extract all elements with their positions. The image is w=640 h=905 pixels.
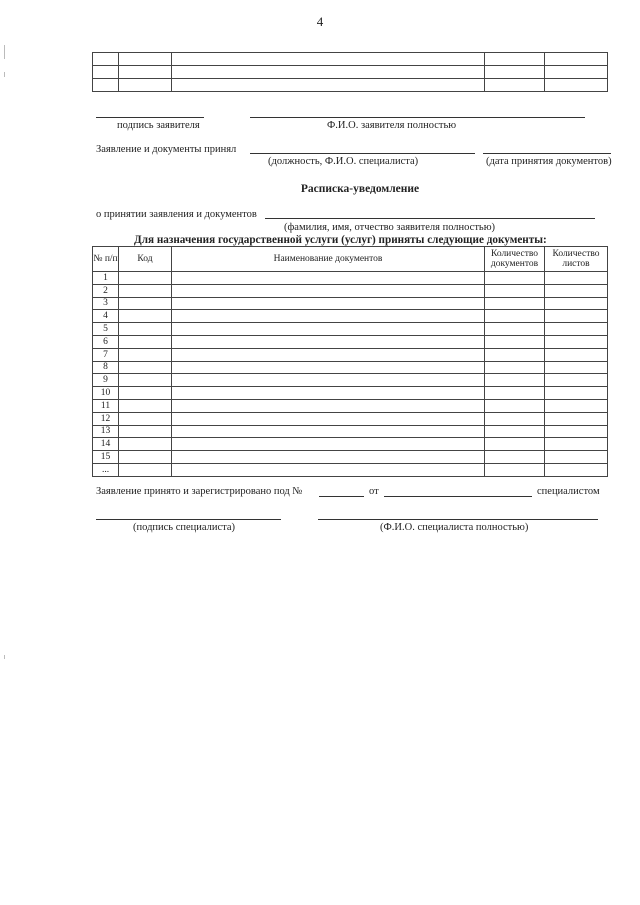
receipt-about-label: о принятии заявления и документов xyxy=(96,209,257,220)
table-cell xyxy=(172,272,485,285)
row-number: 10 xyxy=(93,387,119,400)
table-cell xyxy=(172,361,485,374)
table-cell xyxy=(119,323,172,336)
table-cell xyxy=(119,463,172,476)
table-cell xyxy=(545,323,608,336)
row-number: 5 xyxy=(93,323,119,336)
row-number: 2 xyxy=(93,284,119,297)
top-table-fragment xyxy=(92,52,608,92)
applicant-name-caption: Ф.И.О. заявителя полностью xyxy=(327,120,457,131)
table-cell xyxy=(485,272,545,285)
row-number: 1 xyxy=(93,272,119,285)
table-row xyxy=(93,412,608,425)
table-cell xyxy=(172,412,485,425)
table-cell xyxy=(119,412,172,425)
row-number: 7 xyxy=(93,348,119,361)
received-position-line xyxy=(250,153,475,154)
table-cell xyxy=(119,297,172,310)
table-cell xyxy=(485,284,545,297)
table-cell xyxy=(545,297,608,310)
registration-label: Заявление принято и зарегистрировано под № xyxy=(96,486,303,497)
table-cell xyxy=(172,348,485,361)
table-cell xyxy=(119,272,172,285)
registration-specialist-label: специалистом xyxy=(537,486,600,497)
table-cell xyxy=(545,284,608,297)
table-cell xyxy=(485,361,545,374)
documents-heading: Для назначения государственной услуги (услуг) приняты следующие документы: xyxy=(134,234,547,246)
table-row xyxy=(93,425,608,438)
page-number: 4 xyxy=(316,14,324,29)
table-cell xyxy=(119,361,172,374)
table-cell xyxy=(119,399,172,412)
received-position-caption: (должность, Ф.И.О. специалиста) xyxy=(268,156,419,167)
header-name: Наименование документов xyxy=(172,247,485,272)
table-cell xyxy=(119,438,172,451)
header-doc-count: Количество документов xyxy=(485,247,545,272)
header-sheet-count: Количество листов xyxy=(545,247,608,272)
applicant-name-line xyxy=(250,117,585,118)
table-row xyxy=(93,272,608,285)
table-row xyxy=(93,399,608,412)
row-number: 4 xyxy=(93,310,119,323)
table-cell xyxy=(172,387,485,400)
registration-date-line xyxy=(384,496,532,497)
table-cell xyxy=(485,451,545,464)
table-cell xyxy=(485,399,545,412)
row-number: 3 xyxy=(93,297,119,310)
table-row xyxy=(93,451,608,464)
scan-mark xyxy=(4,72,5,77)
row-number: 14 xyxy=(93,438,119,451)
table-cell xyxy=(119,374,172,387)
table-cell xyxy=(119,451,172,464)
row-number: ... xyxy=(93,463,119,476)
table-cell xyxy=(545,387,608,400)
row-number: 13 xyxy=(93,425,119,438)
table-cell xyxy=(119,348,172,361)
row-number: 6 xyxy=(93,335,119,348)
table-cell xyxy=(485,348,545,361)
table-cell xyxy=(172,284,485,297)
table-cell xyxy=(172,399,485,412)
row-number: 9 xyxy=(93,374,119,387)
specialist-signature-caption: (подпись специалиста) xyxy=(133,522,236,533)
scan-mark xyxy=(4,655,5,659)
row-number: 12 xyxy=(93,412,119,425)
table-cell xyxy=(545,272,608,285)
table-cell xyxy=(545,412,608,425)
table-cell xyxy=(172,323,485,336)
specialist-name-line xyxy=(318,519,598,520)
row-number: 15 xyxy=(93,451,119,464)
table-cell xyxy=(485,310,545,323)
table-cell xyxy=(545,425,608,438)
table-cell xyxy=(172,310,485,323)
applicant-signature-line xyxy=(96,117,204,118)
table-row xyxy=(93,361,608,374)
table-row xyxy=(93,463,608,476)
table-cell xyxy=(119,284,172,297)
received-date-line xyxy=(483,153,611,154)
table-row xyxy=(93,323,608,336)
table-cell xyxy=(545,348,608,361)
table-cell xyxy=(485,335,545,348)
table-row xyxy=(93,297,608,310)
header-number: № п/п xyxy=(93,247,119,272)
header-code: Код xyxy=(119,247,172,272)
table-cell xyxy=(545,361,608,374)
receipt-name-caption: (фамилия, имя, отчество заявителя полностью) xyxy=(284,222,496,233)
table-row xyxy=(93,348,608,361)
scan-mark xyxy=(4,45,5,59)
registration-from-label: от xyxy=(369,486,379,497)
table-row xyxy=(93,310,608,323)
table-row xyxy=(93,374,608,387)
specialist-signature-line xyxy=(96,519,281,520)
table-cell xyxy=(119,310,172,323)
table-cell xyxy=(485,323,545,336)
table-cell xyxy=(172,425,485,438)
receipt-title: Расписка-уведомление xyxy=(300,183,420,195)
table-cell xyxy=(485,412,545,425)
table-cell xyxy=(172,335,485,348)
specialist-name-caption: (Ф.И.О. специалиста полностью) xyxy=(380,522,529,533)
table-cell xyxy=(545,451,608,464)
table-cell xyxy=(545,463,608,476)
table-cell xyxy=(172,438,485,451)
table-cell xyxy=(172,374,485,387)
table-cell xyxy=(172,451,485,464)
table-cell xyxy=(119,387,172,400)
received-date-caption: (дата принятия документов) xyxy=(486,156,612,167)
table-cell xyxy=(545,335,608,348)
row-number: 8 xyxy=(93,361,119,374)
table-cell xyxy=(485,425,545,438)
table-cell xyxy=(485,374,545,387)
table-cell xyxy=(172,463,485,476)
applicant-signature-caption: подпись заявителя xyxy=(117,120,200,131)
row-number: 11 xyxy=(93,399,119,412)
table-row xyxy=(93,335,608,348)
table-cell xyxy=(119,335,172,348)
received-label: Заявление и документы принял xyxy=(96,144,237,155)
table-row xyxy=(93,438,608,451)
table-cell xyxy=(545,399,608,412)
table-cell xyxy=(545,438,608,451)
table-row xyxy=(93,387,608,400)
table-cell xyxy=(485,297,545,310)
registration-number-line xyxy=(319,496,364,497)
table-cell xyxy=(485,463,545,476)
table-cell xyxy=(545,374,608,387)
table-cell xyxy=(119,425,172,438)
table-cell xyxy=(172,297,485,310)
table-row xyxy=(93,284,608,297)
table-cell xyxy=(545,310,608,323)
receipt-applicant-line xyxy=(265,218,595,219)
documents-table xyxy=(92,246,608,477)
table-cell xyxy=(485,438,545,451)
table-cell xyxy=(485,387,545,400)
